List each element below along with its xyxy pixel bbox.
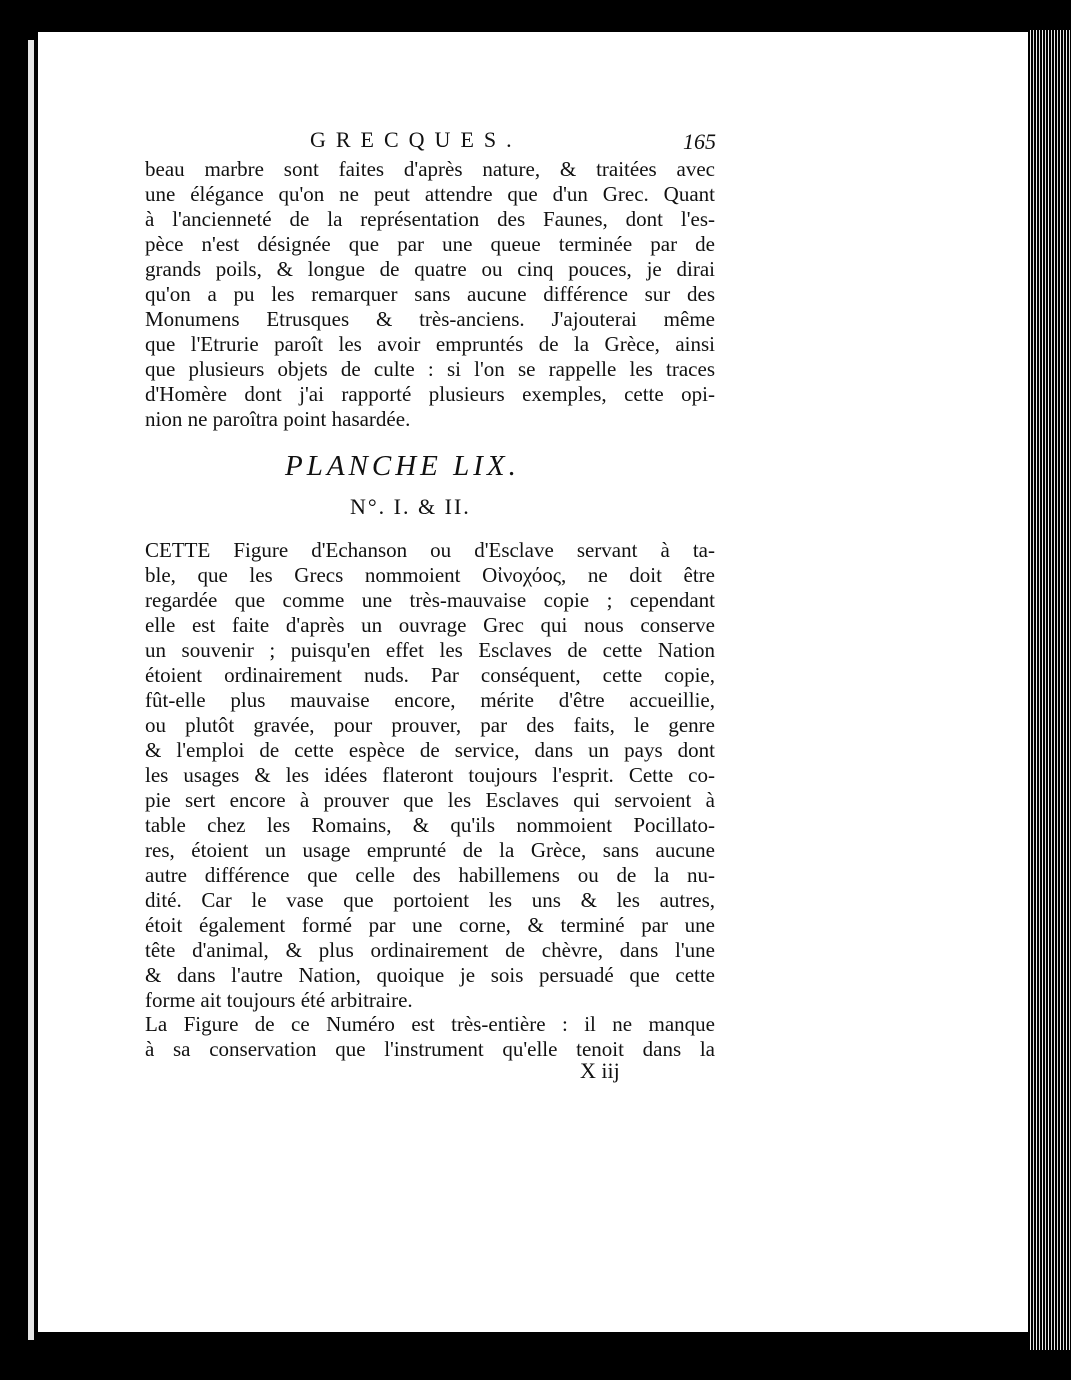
running-head: GRECQUES. bbox=[310, 127, 522, 152]
text-line: regardée que comme une très-mauvaise copie ; cependant bbox=[145, 588, 715, 612]
text-line: forme ait toujours été arbitraire. bbox=[145, 988, 413, 1012]
text-line: que l'Etrurie paroît les avoir empruntés de la Grèce, ainsi bbox=[145, 332, 715, 356]
text-line: Monumens Etrusques & très-anciens. J'ajouterai même bbox=[145, 307, 715, 331]
text-line: grands poils, & longue de quatre ou cinq pouces, je dirai bbox=[145, 257, 715, 281]
paragraph-3 bbox=[145, 1012, 715, 1062]
text-line: pie sert encore à prouver que les Esclaves qui servoient à bbox=[145, 788, 715, 812]
text-line: que plusieurs objets de culte : si l'on se rappelle les traces bbox=[145, 357, 715, 381]
page-edge-stack bbox=[1028, 30, 1071, 1350]
text-line: un souvenir ; puisqu'en effet les Esclaves de cette Nation bbox=[145, 638, 715, 662]
text-line: nion ne paroîtra point hasardée. bbox=[145, 407, 411, 431]
page-number: 165 bbox=[683, 129, 716, 154]
plate-heading: PLANCHE LIX. bbox=[285, 450, 520, 482]
text-line: ou plutôt gravée, pour prouver, par des faits, le genre bbox=[145, 713, 715, 737]
paragraph-2 bbox=[145, 538, 715, 1013]
text-line: CETTE Figure d'Echanson ou d'Esclave servant à ta- bbox=[145, 538, 715, 562]
text-line: à sa conservation que l'instrument qu'elle tenoit dans la bbox=[145, 1037, 715, 1061]
text-line: La Figure de ce Numéro est très-entière : il ne manque bbox=[145, 1012, 715, 1036]
text-line: qu'on a pu les remarquer sans aucune différence sur des bbox=[145, 282, 715, 306]
text-line: fût-elle plus mauvaise encore, mérite d'être accueillie, bbox=[145, 688, 715, 712]
text-line: dité. Car le vase que portoient les uns & les autres, bbox=[145, 888, 715, 912]
text-line: une élégance qu'on ne peut attendre que d'un Grec. Quant bbox=[145, 182, 715, 206]
text-line: les usages & les idées flateront toujours l'esprit. Cette co- bbox=[145, 763, 715, 787]
text-line: & dans l'autre Nation, quoique je sois persuadé que cette bbox=[145, 963, 715, 987]
text-line: étoit également formé par une corne, & terminé par une bbox=[145, 913, 715, 937]
page-edge-left bbox=[28, 40, 34, 1340]
text-line: autre différence que celle des habillemens ou de la nu- bbox=[145, 863, 715, 887]
paragraph-1 bbox=[145, 157, 715, 432]
text-line: à l'ancienneté de la représentation des Faunes, dont l'es- bbox=[145, 207, 715, 231]
text-line: table chez les Romains, & qu'ils nommoient Pocillato- bbox=[145, 813, 715, 837]
text-line: étoient ordinairement nuds. Par conséquent, cette copie, bbox=[145, 663, 715, 687]
plate-numbers: N°. I. & II. bbox=[350, 494, 471, 519]
text-line: d'Homère dont j'ai rapporté plusieurs exemples, cette opi- bbox=[145, 382, 715, 406]
signature-mark: X iij bbox=[580, 1058, 620, 1083]
text-line: pèce n'est désignée que par une queue terminée par de bbox=[145, 232, 715, 256]
scan-left-border bbox=[0, 0, 32, 1380]
text-line: tête d'animal, & plus ordinairement de chèvre, dans l'une bbox=[145, 938, 715, 962]
text-line: res, étoient un usage emprunté de la Grèce, sans aucune bbox=[145, 838, 715, 862]
text-line: elle est faite d'après un ouvrage Grec qui nous conserve bbox=[145, 613, 715, 637]
text-line: & l'emploi de cette espèce de service, dans un pays dont bbox=[145, 738, 715, 762]
text-line: beau marbre sont faites d'après nature, & traitées avec bbox=[145, 157, 715, 181]
text-line: ble, que les Grecs nommoient Οἰνοχόος, ne doit être bbox=[145, 563, 715, 587]
